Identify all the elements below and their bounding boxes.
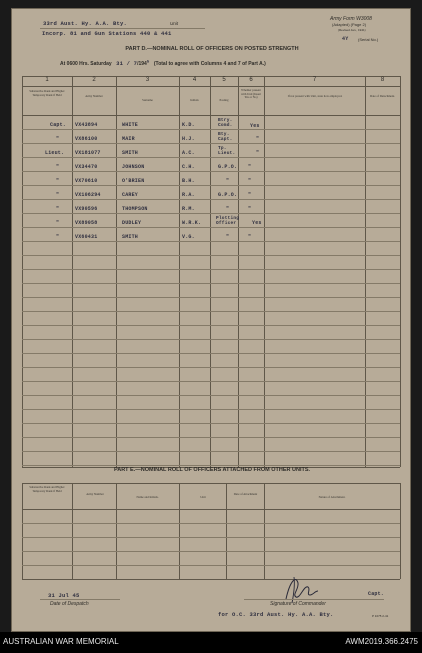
despatch-date-label: Date of Despatch	[50, 601, 89, 607]
row-6-present: "	[248, 192, 252, 198]
row-7-number: VX90596	[75, 206, 98, 212]
ruled-line	[22, 269, 400, 270]
row-5-number: VX70610	[75, 178, 98, 184]
ruled-line	[22, 367, 400, 368]
row-7-posting: "	[226, 206, 230, 212]
date-prefix: At 0600 Hrs. Saturday	[60, 61, 112, 67]
ruled-line	[22, 241, 400, 242]
row-1-number: VX43894	[75, 122, 98, 128]
row-5-surname: O'BRIEN	[122, 178, 145, 184]
row-2-present: "	[256, 136, 260, 142]
row-5-posting: "	[226, 178, 230, 184]
col-header-surname: Surname	[142, 98, 153, 102]
row-8-initials: W.R.K.	[182, 220, 202, 226]
col-number-3: 3	[145, 77, 150, 83]
row-7-initials: R.M.	[182, 206, 195, 212]
ruled-line	[22, 339, 400, 340]
ruled-line	[22, 255, 400, 256]
date-suffix: (Total to agree with Columns 4 and 7 of Part A.)	[153, 61, 266, 67]
part-d-title: PART D.—NOMINAL ROLL OF OFFICERS ON POSTED STRENGTH	[125, 46, 299, 52]
row-5-initials: B.H.	[182, 178, 195, 184]
ruled-line	[22, 283, 400, 284]
row-5-rank: "	[56, 178, 60, 184]
ruled-line	[22, 537, 400, 538]
ruled-line	[22, 213, 400, 214]
footer-left: AUSTRALIAN WAR MEMORIAL	[3, 637, 119, 646]
col-header-rank: Substantive Rank and Higher Temporary Rank if Held	[29, 89, 65, 97]
ruled-line	[22, 451, 400, 452]
ruled-line	[22, 551, 400, 552]
row-4-present: "	[248, 164, 252, 170]
row-6-posting: G.P.O.	[218, 192, 238, 198]
row-3-posting: Tp. Lieut.	[218, 146, 236, 156]
row-9-rank: "	[56, 234, 60, 240]
row-1-initials: K.D.	[182, 122, 195, 128]
row-8-present: Yes	[252, 220, 262, 226]
ruled-line	[22, 465, 400, 466]
row-2-initials: H.J.	[182, 136, 195, 142]
row-3-number: VX181077	[75, 150, 101, 156]
row-8-number: VX89058	[75, 220, 98, 226]
row-5-present: "	[248, 178, 252, 184]
row-1-present: Yes	[250, 123, 260, 129]
commander-label: Signature of Commander	[270, 601, 326, 607]
ruled-line	[22, 199, 400, 200]
footer-right: AWM2019.366.2475	[345, 637, 418, 646]
ruled-line	[22, 437, 400, 438]
e-col-header-unit: Unit	[200, 495, 206, 499]
archive-footer	[0, 632, 422, 653]
col-number-5: 5	[222, 77, 226, 83]
ruled-line	[22, 297, 400, 298]
col-number-8: 8	[380, 77, 385, 83]
row-7-surname: THOMPSON	[122, 206, 148, 212]
ruled-line	[22, 227, 400, 228]
row-1-posting: Btry. Comd.	[218, 118, 233, 128]
col-header-army-number: Army Number	[85, 94, 103, 98]
e-col-header-nature: Nature of Attachment.	[318, 495, 346, 499]
ruled-line	[22, 395, 400, 396]
signature-unit-text: for O.C. 33rd Aust. Hy. A.A. Bty.	[218, 611, 334, 618]
row-3-present: "	[256, 150, 260, 156]
part-e-title: PART E.—NOMINAL ROLL OF OFFICERS ATTACHED FROM OTHER UNITS.	[113, 467, 311, 473]
row-9-posting: "	[226, 234, 230, 240]
ruled-line	[22, 157, 400, 158]
row-1-surname: WHITE	[122, 122, 139, 128]
ruled-line	[22, 129, 400, 130]
ruled-line	[22, 409, 400, 410]
row-9-present: "	[248, 234, 252, 240]
unit-name: 33rd Aust. Hy. A.A. Bty.	[43, 20, 128, 27]
unit-incorporated: Incorp. 81 and Gun Stations 440 & 441	[42, 30, 172, 37]
row-9-initials: V.G.	[182, 234, 195, 240]
ruled-line	[22, 353, 400, 354]
row-3-surname: SMITH	[122, 150, 139, 156]
ruled-line	[22, 171, 400, 172]
row-4-rank: "	[56, 164, 60, 170]
serial-label: (Serial No.)	[358, 37, 379, 42]
row-9-number: VX60431	[75, 234, 98, 240]
ruled-line	[22, 565, 400, 566]
date-mid: /194	[137, 61, 147, 67]
e-col-header-date: Date of Attachment	[233, 492, 258, 496]
signature-unit-line	[218, 611, 334, 618]
row-4-surname: JOHNSON	[122, 164, 145, 170]
ruled-line	[22, 325, 400, 326]
row-3-initials: A.C.	[182, 150, 195, 156]
unit-label: Unit	[170, 21, 179, 26]
col-number-4: 4	[192, 77, 197, 83]
col-header-initials: Initials	[190, 98, 199, 102]
row-6-initials: R.A.	[182, 192, 195, 198]
e-col-header-name: Name and Initials.	[136, 495, 159, 499]
date-year: 5	[146, 60, 150, 65]
row-8-rank: "	[56, 220, 60, 226]
row-2-number: VX86100	[75, 136, 98, 142]
e-col-header-army-number: Army Number	[86, 492, 104, 496]
col-header-present: Whether present with Unit (Insert Yes or No)	[241, 88, 261, 99]
col-number-6: 6	[249, 77, 253, 83]
serial-number: 4Y	[342, 36, 349, 42]
despatch-date: 31 Jul 45	[48, 592, 80, 599]
print-code: P 1075 2-41	[372, 614, 389, 618]
row-3-rank: Lieut.	[45, 150, 65, 156]
form-revised: (Revised Jan., 1941)	[338, 28, 366, 32]
row-8-surname: DUDLEY	[122, 220, 142, 226]
row-4-number: VX34470	[75, 164, 98, 170]
row-7-rank: "	[56, 206, 60, 212]
row-2-posting: Bty. Capt.	[218, 132, 233, 142]
ruled-line	[22, 523, 400, 524]
col-number-1: 1	[45, 77, 49, 83]
commander-rank: Capt.	[368, 591, 385, 597]
row-6-surname: CAREY	[122, 192, 139, 198]
document-sheet	[11, 8, 411, 632]
e-col-header-rank: Substantive Rank and Higher Temporary Rank if Held	[29, 485, 65, 493]
ruled-line	[22, 311, 400, 312]
row-1-rank: Capt.	[50, 122, 67, 128]
form-adapted: (Adapted) (Page 2)	[332, 22, 367, 27]
ruled-line	[22, 381, 400, 382]
form-number: Army Form W3008	[330, 16, 372, 22]
row-6-number: VX106294	[75, 192, 101, 198]
row-4-initials: C.H.	[182, 164, 195, 170]
col-number-2: 2	[92, 77, 96, 83]
col-header-posting: Posting	[219, 98, 229, 102]
col-header-employed: If not present with Unit, state how employed.	[287, 94, 343, 98]
col-number-7: 7	[312, 77, 317, 83]
row-2-surname: MAIR	[122, 136, 135, 142]
date-line	[60, 60, 266, 67]
date-value: 31 / 7	[116, 60, 138, 67]
ruled-line	[22, 143, 400, 144]
row-2-rank: "	[56, 136, 60, 142]
ruled-line	[22, 185, 400, 186]
row-6-rank: "	[56, 192, 60, 198]
row-8-posting: Plotting Officer	[216, 216, 240, 226]
col-header-detachment: Date of Detachment.	[370, 94, 395, 98]
ruled-line	[22, 423, 400, 424]
row-7-present: "	[248, 206, 252, 212]
row-9-surname: SMITH	[122, 234, 139, 240]
row-4-posting: G.P.O.	[218, 164, 238, 170]
